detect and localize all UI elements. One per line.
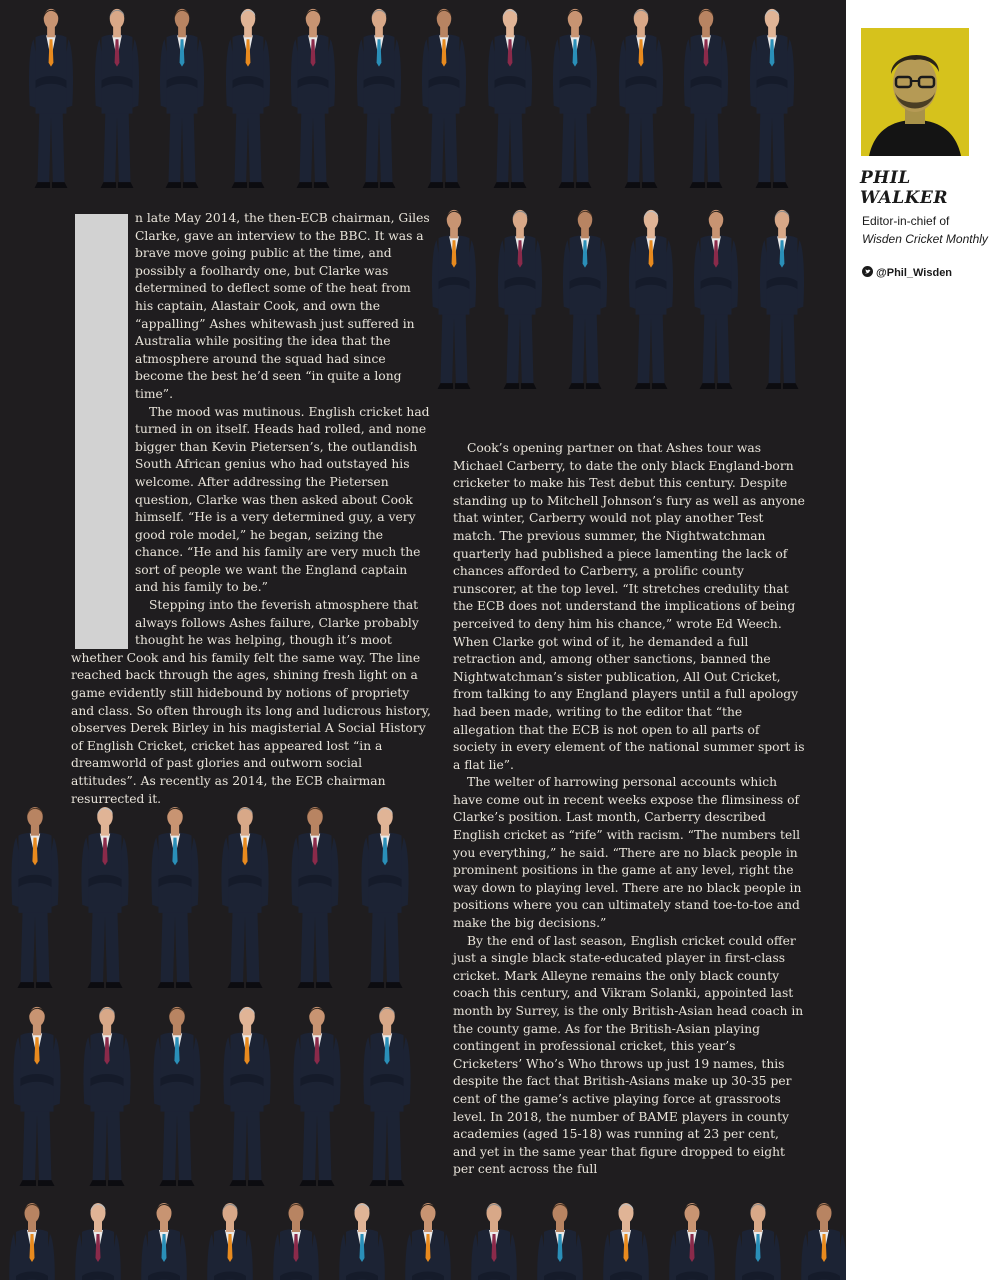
suited-man-figure: [350, 4, 408, 190]
suited-man-figure: [677, 4, 735, 190]
suited-man-figure: [4, 802, 66, 990]
suited-man-figure: [76, 1002, 138, 1188]
article-column-left: [71, 210, 431, 808]
suited-man-figure: [88, 4, 146, 190]
suited-man-figure: [415, 4, 473, 190]
paragraph: Stepping into the feverish atmosphere that always follows Ashes failure, Clarke probably thought he was helping, though it’s moot whether Cook and his family felt the same way. The line reached back through the ages, shining fresh light on a game evidently still hidebound by notions of propriety and class. So often through its long and ludicrous history, observes Derek Birley in his magisterial A Social History of English Cricket, cricket has appeared lost “in a dreamworld of past glories and outworn social attitudes”. As recently as 2014, the ECB chairman resurrected it.: [71, 598, 431, 806]
suited-man-figure: [266, 1198, 326, 1280]
suited-man-figure: [332, 1198, 392, 1280]
suited-man-figure: [491, 205, 549, 391]
paragraph: By the end of last season, English cricket could offer just a single black state-educated player in first-class cricket. Mark Alleyne remains the only black county coach this century, and Vikram Solanki, appointed last month by Surrey, is the only British-Asian head coach in the county game. As for the British-Asian playing contingent in professional cricket, this year’s Cricketers’ Who’s Who throws up just 19 names, this despite the fact that British-Asians make up 30-35 per cent of the game’s active playing force at grassroots level. In 2018, the number of BAME players in county academies (aged 15-18) was running at 23 per cent, and yet in the same year that figure dropped to eight per cent across the full: [453, 933, 804, 1177]
drop-cap: [75, 214, 128, 649]
author-portrait-image: [861, 28, 969, 156]
suited-man-figure: [662, 1198, 722, 1280]
suited-man-figure: [68, 1198, 128, 1280]
author-role: [862, 212, 992, 248]
suited-man-figure: [556, 205, 614, 391]
suited-man-figure: [146, 1002, 208, 1188]
author-photo: [861, 28, 969, 156]
suited-man-figure: [794, 1198, 846, 1280]
author-sidebar: [846, 0, 996, 1280]
suited-man-figure: [216, 1002, 278, 1188]
drop-cap-letter: [75, 214, 128, 649]
suited-man-figure: [464, 1198, 524, 1280]
author-publication: Wisden Cricket Monthly: [862, 232, 988, 246]
suited-man-figure: [530, 1198, 590, 1280]
suited-man-figure: [612, 4, 670, 190]
suited-man-figure: [2, 1198, 62, 1280]
suited-man-figure: [22, 4, 80, 190]
suited-man-figure: [153, 4, 211, 190]
article-column-right: [453, 440, 805, 1179]
suited-man-figure: [284, 802, 346, 990]
suited-man-figure: [214, 802, 276, 990]
author-last-name: WALKER: [860, 188, 949, 208]
suited-man-figure: [687, 205, 745, 391]
suited-man-figure: [354, 802, 416, 990]
suited-man-figure: [74, 802, 136, 990]
author-twitter[interactable]: [862, 266, 996, 279]
author-first-name: PHIL: [860, 168, 911, 188]
paragraph: n late May 2014, the then-ECB chairman, Giles Clarke, gave an interview to the BBC. It was a brave move going public at the time, and possibly a foolhardy one, but Clarke was determined to deflect some of the heat from his captain, Alastair Cook, and own the “appalling” Ashes whitewash just suffered in Australia while positing the idea that the atmosphere around the squad had since become the best he’d seen “in quite a long time”.: [135, 211, 430, 401]
paragraph: The mood was mutinous. English cricket had turned in on itself. Heads had rolled, and none bigger than Kevin Pietersen’s, the outlandish South African genius who had outstayed his welcome. After addressing the Pietersen question, Clarke was then asked about Cook himself. “He is a very determined guy, a very good role model,” he began, seizing the chance. “He and his family are very much the sort of people we want the England captain and his family to be.”: [135, 404, 430, 595]
suited-man-figure: [200, 1198, 260, 1280]
suited-man-figure: [286, 1002, 348, 1188]
suited-man-figure: [596, 1198, 656, 1280]
author-name: [860, 168, 990, 208]
suited-man-figure: [6, 1002, 68, 1188]
suited-man-figure: [743, 4, 801, 190]
twitter-handle: @Phil_Wisden: [876, 267, 953, 279]
paragraph: The welter of harrowing personal accounts which have come out in recent weeks expose the flimsiness of Clarke’s position. Last month, Carberry described English cricket as “rife” with racism. “The numbers tell you everything,” he said. “There are no black people in prominent positions in the game at any level, right the way down to playing level. There are no black people in positions where you can ultimately stand toe-to-toe and make the big decisions.”: [453, 775, 802, 931]
suited-man-figure: [356, 1002, 418, 1188]
suited-man-figure: [219, 4, 277, 190]
suited-man-figure: [481, 4, 539, 190]
suited-man-figure: [753, 205, 811, 391]
suited-man-figure: [728, 1198, 788, 1280]
suited-man-figure: [425, 205, 483, 391]
suited-man-figure: [398, 1198, 458, 1280]
paragraph: Cook’s opening partner on that Ashes tour was Michael Carberry, to date the only black England-born cricketer to make his Test debut this century. Despite standing up to Mitchell Johnson’s fury as well as anyone that winter, Carberry would not play another Test match. The previous summer, the Nightwatchman quarterly had published a piece lamenting the lack of chances afforded to Carberry, a prolific county runscorer, at the top level. “It stretches credulity that the ECB does not understand the implications of being perceived to deny him his chance,” wrote Ed Weech. When Clarke got wind of it, he demanded a full retraction and, among other sanctions, banned the Nightwatchman’s sister publication, All Out Cricket, from talking to any England players until a full apology had been made, writing to the editor that “the allegation that the ECB is not open to all parts of society in every element of the national summer sport is a flat lie”.: [453, 441, 805, 772]
suited-man-figure: [622, 205, 680, 391]
suited-man-figure: [284, 4, 342, 190]
suited-man-figure: [546, 4, 604, 190]
suited-man-figure: [144, 802, 206, 990]
suited-man-figure: [134, 1198, 194, 1280]
twitter-bird-icon: [862, 266, 873, 277]
author-role-text: Editor-in-chief of: [862, 214, 950, 228]
